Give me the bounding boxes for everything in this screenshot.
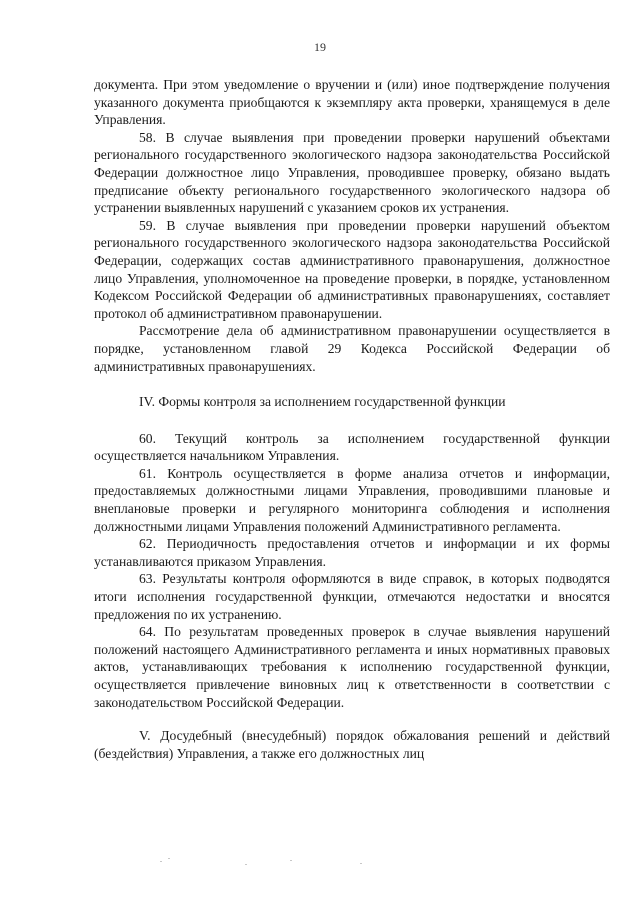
document-body (94, 76, 610, 762)
paragraph-consideration: Рассмотрение дела об административном правонарушении осуществляется в порядке, установленном главой 29 Кодекса Российской Федерации об административных правонарушениях. (94, 323, 610, 374)
scan-dot (290, 860, 292, 861)
spacer (94, 375, 610, 393)
section-4-heading: IV. Формы контроля за исполнением государственной функции (139, 394, 506, 410)
scan-artifacts (150, 855, 450, 875)
paragraph-60: 60. Текущий контроль за исполнением государственной функции осуществляется начальником Управления. (94, 430, 610, 464)
page-number: 19 (314, 40, 326, 54)
scan-dot (245, 864, 247, 865)
paragraph-61: 61. Контроль осуществляется в форме анализа отчетов и информации, предоставляемых должностными лицами Управления, проводившими плановые и внеплановые проверки и регулярного мониторинга соблюдения и исполнения должностными лицами Управления положений Административного регламента. (94, 465, 610, 534)
spacer (94, 711, 610, 727)
paragraph-continuation: документа. При этом уведомление о вручении и (или) иное подтверждение получения указанного документа приобщаются к экземпляру акта проверки, хранящемуся в деле Управления. (94, 77, 610, 128)
spacer (94, 411, 610, 430)
scan-dot (360, 863, 362, 864)
paragraph-62: 62. Периодичность предоставления отчетов и информации и их формы устанавливаются приказом Управления. (94, 536, 610, 569)
paragraph-63: 63. Результаты контроля оформляются в виде справок, в которых подводятся итоги исполнения государственной функции, отмечаются недостатки и вносятся предложения по их устранению. (94, 571, 610, 622)
scan-dot (160, 861, 162, 862)
paragraph-64: 64. По результатам проведенных проверок в случае выявления нарушений положений настоящего Административного регламента и иных нормативных правовых актов, устанавливающих требования к исполнению государственной функции, осуществляется привлечение виновных лиц к ответственности в соответствии с законодательством Российской Федерации. (94, 624, 610, 710)
paragraph-59: 59. В случае выявления при проведении проверки нарушений объектом регионального государственного экологического надзора законодательства Российской Федерации, содержащих состав административного правонарушения, должностное лицо Управления, уполномоченное на проведение проверки, в порядке, установленном Кодексом Российской Федерации об административных правонарушениях, составляет протокол об административном правонарушении. (94, 217, 610, 321)
scan-dot (168, 858, 170, 859)
paragraph-58: 58. В случае выявления при проведении проверки нарушений объектами регионального государственного экологического надзора законодательства Российской Федерации должностное лицо Управления, проводившее проверку, обязано выдать предписание объекту регионального государственного экологического надзора об устранении выявленных нарушений с указанием сроков их устранения. (94, 129, 610, 216)
section-5-heading: V. Досудебный (внесудебный) порядок обжалования решений и действий (бездействия) Управления, а также его должностных лиц (94, 728, 610, 761)
